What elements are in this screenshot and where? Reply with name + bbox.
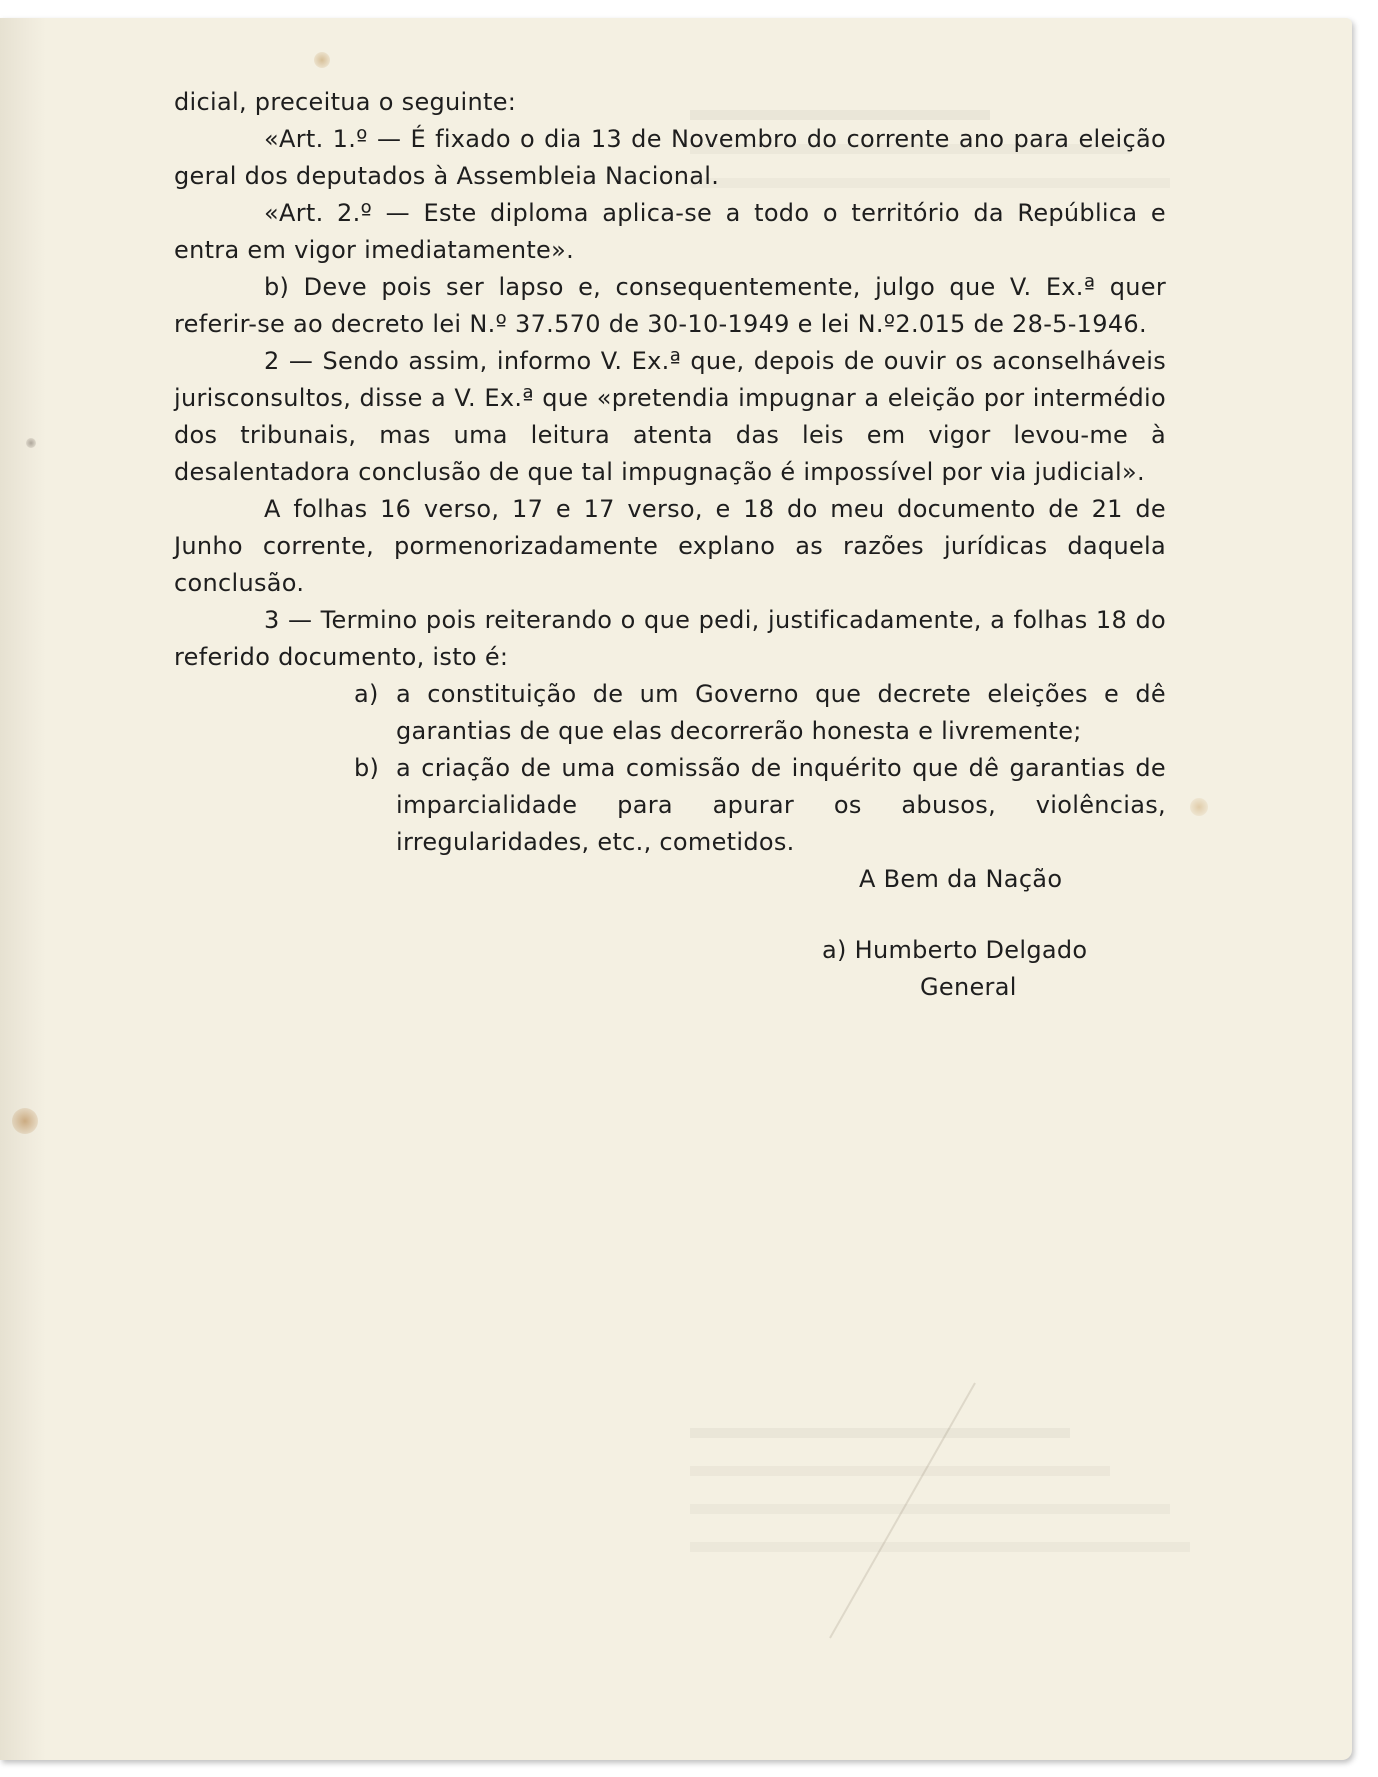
paragraph: «Art. 1.º — É fixado o dia 13 de Novembro do corrente ano para eleição geral dos deputados à Assembleia Nacional. [174, 125, 1166, 190]
closing-salutation: A Bem da Nação [859, 865, 1063, 893]
paragraph: A folhas 16 verso, 17 e 17 verso, e 18 do meu documento de 21 de Junho corrente, pormenorizadamente explano as razões jurídicas daquela conclusão. [174, 495, 1166, 597]
signature-name: a) Humberto Delgado [822, 936, 1088, 964]
paragraph: «Art. 2.º — Este diploma aplica-se a todo o território da República e entra em vigor imediatamente». [174, 199, 1166, 264]
list-item-text: a criação de uma comissão de inquérito que dê garantias de imparcialidade para apurar os abusos, violências, irregularidades, etc., cometidos. [396, 754, 1166, 856]
document-page [0, 18, 1352, 1760]
paragraph: b) Deve pois ser lapso e, consequentemente, julgo que V. Ex.ª quer referir-se ao decreto lei N.º 37.570 de 30-10-1949 e lei N.º2.015 de 28-5-1946. [174, 273, 1166, 338]
list-item [354, 750, 1166, 861]
show-through-texture [690, 1428, 1210, 1580]
list-marker: a) [354, 680, 379, 708]
paragraph: dicial, preceitua o seguinte: [174, 88, 517, 116]
letter-body [174, 84, 1166, 1006]
paragraph: 2 — Sendo assim, informo V. Ex.ª que, depois de ouvir os aconselháveis jurisconsultos, disse a V. Ex.ª que «pretendia impugnar a eleição por intermédio dos tribunais, mas uma leitura atenta das leis em vigor levou-me à desalentadora conclusão de que tal impugnação é impossível por via judicial». [174, 347, 1166, 486]
signature-title: General [920, 973, 1017, 1001]
list-marker: b) [354, 754, 380, 782]
list-item-text: a constituição de um Governo que decrete eleições e dê garantias de que elas decorrerão honesta e livremente; [396, 680, 1166, 745]
list-item [354, 676, 1166, 750]
paragraph: 3 — Termino pois reiterando o que pedi, justificadamente, a folhas 18 do referido documento, isto é: [174, 606, 1166, 671]
